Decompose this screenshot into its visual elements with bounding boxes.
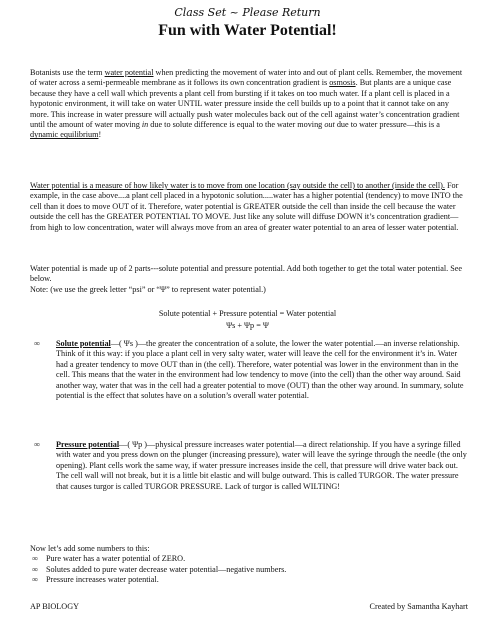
list-item <box>30 565 470 575</box>
numbers-item-1: Pure water has a water potential of ZERO. <box>46 554 186 564</box>
pressure-potential-heading: Pressure potential <box>56 440 120 449</box>
list-item <box>30 339 470 401</box>
components-line-1: Water potential is made up of 2 parts---solute potential and pressure potential. Add both together to get the total water potential. See below. <box>30 264 463 284</box>
term-water-potential: water potential <box>104 68 154 77</box>
solute-symbol: —( Ψs ) <box>110 339 138 348</box>
numbers-item-2: Solutes added to pure water decrease water potential—negative numbers. <box>46 564 287 574</box>
word-out: out <box>324 120 335 130</box>
numbers-intro: Now let’s add some numbers to this: <box>30 544 150 553</box>
intro-paragraph <box>30 68 468 141</box>
definition-explanation: For example, in the case above....a plant cell placed in a hypotonic solution.....water has a higher potential (tendency) to move INTO the cell than it does to move OUT of it. Therefore, water potential is GREATER outside the cell than inside the cell because the water outside the cell has the GREATER POTENTIAL TO MOVE. Just like any solute will diffuse DOWN it’s concentration gradient—from high to low concentration, water will always move from an area of greater water potential to an area of lesser water potential. <box>30 181 463 232</box>
definition-paragraph <box>30 181 468 233</box>
psi-note: Note: (we use the greek letter “psi” or “Ψ” to represent water potential.) <box>30 284 266 294</box>
solute-potential-bullet <box>30 339 470 401</box>
pressure-symbol: —( Ψp ) <box>119 440 148 449</box>
pressure-text: —physical pressure increases water potential—a direct relationship. If you have a syringe filled with water and you press down on the plunger (increasing pressure), water will leave the syringe through the needle (the only opening). Plant cells work the same way, if water pressure increases inside the cell, that pressure will drive water back out. The cell wall will not break, but it is a little bit elastic and will bulge outward. This is called TURGOR. The water pressure that causes turgor is called TURGOR PRESSURE. Lack of turgor is called WILTING! <box>56 440 467 491</box>
infinity-bullet-icon: ∞ <box>34 339 40 348</box>
infinity-bullet-icon: ∞ <box>32 564 38 574</box>
intro-text-6: ! <box>98 130 102 140</box>
numbers-item-3: Pressure increases water potential. <box>46 575 159 585</box>
numbers-section <box>30 544 470 586</box>
solute-text: —the greater the concentration of a solute, the lower the water potential.—an inverse relationship. Think of it this way: if you place a plant cell in very salty water, water will leave the cell for the environment it’s in. Water had a greater tendency to move OUT than in (the cell). Therefore, water potential was lower in the environment than in the cell. This means that the water in the environment had low tendency to move (into the cell) than the other way around. Said another way, water that was in the cell had a greater potential to move (OUT) than the other way around. In summary, solute potential is the effect that solutes have on a solution’s overall water potential. <box>56 339 464 401</box>
intro-text-5: due to water pressure—this is a <box>334 120 440 130</box>
solute-potential-heading: Solute potential <box>56 339 111 348</box>
formula-symbols: Ψs + Ψp = Ψ <box>226 321 269 330</box>
intro-text-2: when predicting the movement of water into and out of plant cells. Remember, the movement of water across a semi-permeable membrane as it follows its own concentration gradient is <box>30 68 463 88</box>
list-item <box>30 554 470 564</box>
footer-author: Created by Samantha Kayhart <box>369 602 468 611</box>
components-paragraph <box>30 264 468 295</box>
pressure-potential-bullet <box>30 440 470 492</box>
list-item <box>30 575 470 585</box>
word-in: in <box>141 120 149 130</box>
infinity-bullet-icon: ∞ <box>34 440 40 449</box>
class-set-note: Class Set ~ Please Return <box>174 6 321 19</box>
term-osmosis: osmosis <box>329 78 356 88</box>
term-dynamic-equilibrium: dynamic equilibrium <box>30 130 99 140</box>
infinity-bullet-icon: ∞ <box>32 575 38 585</box>
footer-course: AP BIOLOGY <box>30 602 80 611</box>
intro-text-4: due to solute difference is equal to the water moving <box>148 120 325 130</box>
water-potential-definition: Water potential is a measure of how likely water is to move from one location (say outside the cell) to another (inside the cell). <box>30 181 445 190</box>
page-title: Fun with Water Potential! <box>158 22 337 39</box>
formula-words: Solute potential + Pressure potential = Water potential <box>158 309 337 318</box>
infinity-bullet-icon: ∞ <box>32 554 38 564</box>
intro-text-3: . But plants are a unique case because they have a cell wall which prevents a plant cell from bursting if it takes on too much water. If a plant cell is placed in a hypotonic environment, it will take on water UNTIL water pressure inside the cell builds up to a point that it cannot take on any more. This increase in water pressure will actually push water molecules back out of the cell against water’s concentration gradient until the amount of water moving <box>30 78 460 130</box>
intro-text-1: Botanists use the term <box>30 68 105 77</box>
list-item <box>30 440 470 492</box>
